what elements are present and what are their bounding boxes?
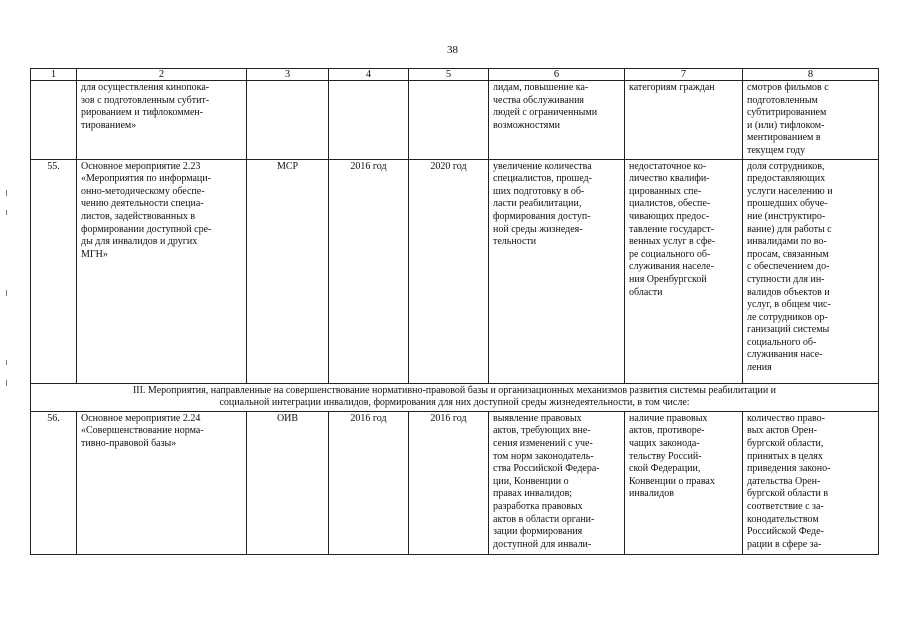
indicator: смотров фильмов с подготовленным субтитрированием и (или) тифлоком- ментированием в текущем году (747, 82, 829, 156)
indicator-cell (743, 81, 879, 160)
table-row (31, 411, 879, 554)
end-year-cell: 2020 год (409, 159, 489, 383)
expected-result: лидам, повышение ка- чества обслуживания людей с ограниченными возможностями (493, 82, 598, 131)
row-number: 55. (31, 159, 77, 383)
start-year-cell: 2016 год (329, 159, 409, 383)
consequences-cell (625, 411, 743, 554)
column-number-row (31, 69, 879, 81)
margin-mark (6, 380, 7, 386)
section-title-text: III. Мероприятия, направленные на совершенствование нормативно-правовой базы и организационных механизмов развития системы реабилитации и социальной интеграции инвалидов, формирования для них доступной среды жизнедеятельности, в том числе: (132, 384, 777, 409)
page-number: 38 (447, 44, 458, 56)
consequences: категориям граждан (629, 82, 715, 93)
consequences: наличие правовых актов, противоре- чащих законода- тельству Россий- ской Федерации, Конвенции о правах инвалидов (629, 412, 715, 500)
expected-result: выявление правовых актов, требующих вне- сения изменений с уче- том норм законодатель- ства Российской Федера- ции, Конвенции о правах инвалидов; разработка правовых актов в области органи- зации формирования доступной для инвали- (493, 412, 600, 550)
table-row (31, 81, 879, 160)
row-number (31, 81, 77, 160)
margin-mark (6, 190, 7, 196)
indicator-cell (743, 159, 879, 383)
measure-name: Основное мероприятие 2.23 «Мероприятия по информаци- онно-методическому обеспе- чению деятельности специа- листов, задействованных в формировании доступной сре- ды для инвалидов и других МГН» (81, 160, 212, 260)
column-number: 1 (31, 69, 77, 81)
indicator: количество право- вых актов Орен- бургской области, принятых в целях приведения законо- дательства Орен- бургской области в соответствие с за- конодательством Российской Феде- рации в сфере за- (747, 412, 831, 550)
expected-result-cell (489, 411, 625, 554)
measure-name-cell (77, 159, 247, 383)
column-number: 5 (409, 69, 489, 81)
executor-cell (247, 81, 329, 160)
section-title (31, 383, 879, 411)
measure-name-cell (77, 81, 247, 160)
measure-name-cell (77, 411, 247, 554)
expected-result-cell (489, 159, 625, 383)
executor-cell: МСР (247, 159, 329, 383)
column-number: 8 (743, 69, 879, 81)
start-year-cell (329, 81, 409, 160)
column-number: 3 (247, 69, 329, 81)
margin-mark (6, 290, 7, 296)
measure-name: для осуществления кинопока- зов с подготовленным субтит- рированием и тифлокоммен- тированием» (81, 82, 210, 131)
consequences-cell (625, 81, 743, 160)
section-row (31, 383, 879, 411)
column-number: 4 (329, 69, 409, 81)
executor-cell: ОИВ (247, 411, 329, 554)
row-number: 56. (31, 411, 77, 554)
indicator-cell (743, 411, 879, 554)
end-year-cell (409, 81, 489, 160)
column-number: 2 (77, 69, 247, 81)
table-row (31, 159, 879, 383)
column-number: 6 (489, 69, 625, 81)
expected-result: увеличение количества специалистов, прошед- ших подготовку в об- ласти реабилитации, формирования доступ- ной среды жизнедея- тельности (493, 160, 592, 248)
consequences-cell (625, 159, 743, 383)
start-year-cell: 2016 год (329, 411, 409, 554)
measures-table (30, 68, 879, 555)
expected-result-cell (489, 81, 625, 160)
margin-mark (6, 210, 7, 215)
end-year-cell: 2016 год (409, 411, 489, 554)
consequences: недостаточное ко- личество квалифи- цированных спе- циалистов, обеспе- чивающих предос- тавление государст- венных услуг в сфе- ре социального об- служивания населе- ния Оренбургской области (629, 160, 716, 298)
measure-name: Основное мероприятие 2.24 «Совершенствование норма- тивно-правовой базы» (81, 412, 204, 449)
indicator: доля сотрудников, предоставляющих услуги населению и прошедших обуче- ние (инструктиро- вание) для работы с инвалидами по во- просам, связанным с обеспечением до- ступности для ин- валидов объектов и услуг, в общем чис- ле сотрудников ор- ганизаций системы социального об- служивания насе- ления (747, 160, 833, 374)
margin-mark (6, 360, 7, 365)
column-number: 7 (625, 69, 743, 81)
